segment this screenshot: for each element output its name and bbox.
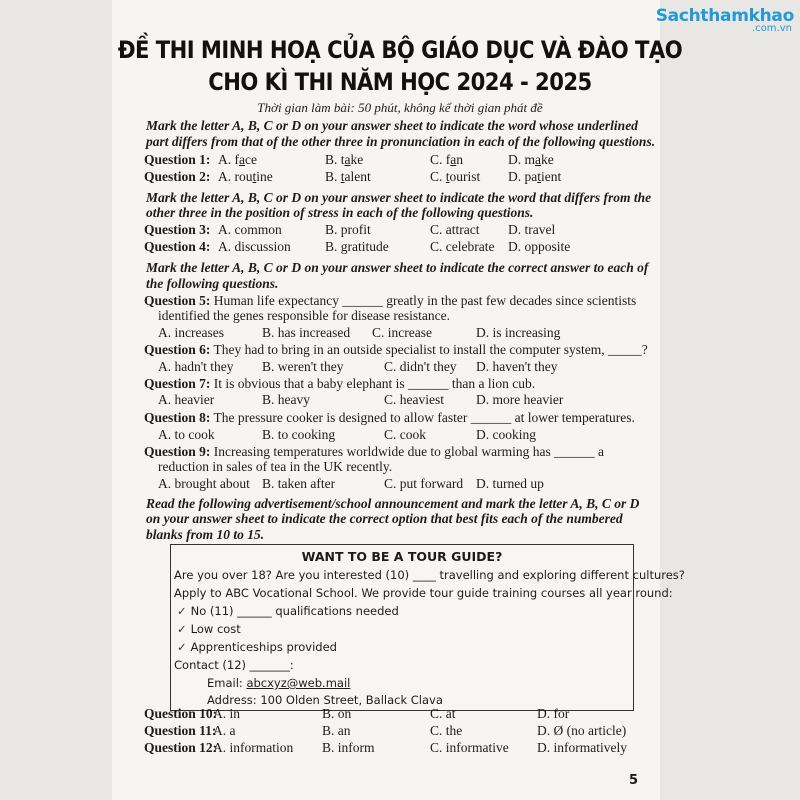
- q12-option-c[interactable]: C. informative: [430, 740, 509, 755]
- page-title-line1: ĐỀ THI MINH HOẠ CỦA BỘ GIÁO DỤC VÀ ĐÀO TẠO: [117, 36, 683, 64]
- page-number: 5: [628, 773, 638, 788]
- q2-option-c[interactable]: C. tourist: [430, 169, 481, 184]
- q10-option-b[interactable]: B. on: [322, 706, 352, 721]
- q2-label: Question 2:: [144, 169, 211, 184]
- q5-label: Question 5:: [144, 293, 211, 308]
- q4-option-a[interactable]: A. discussion: [218, 239, 291, 254]
- watermark-domain: .com.vn: [752, 23, 792, 34]
- q8-label: Question 8:: [144, 410, 211, 425]
- section1-instruction-line2: part differs from that of the other three in pronunciation in each of the following questions.: [146, 134, 656, 149]
- q3-option-a[interactable]: A. common: [218, 222, 282, 237]
- q10-option-a[interactable]: A. in: [213, 706, 240, 721]
- section4-instruction-line2: on your answer sheet to indicate the correct option that best fits each of the numbered: [146, 511, 623, 526]
- q4-option-c[interactable]: C. celebrate: [430, 239, 495, 254]
- q2-option-d[interactable]: D. patient: [508, 169, 562, 184]
- ad-bullet-2: ✓ Low cost: [177, 622, 241, 636]
- email-link[interactable]: abcxyz@web.mail: [246, 676, 351, 690]
- q5-option-b[interactable]: B. has increased: [262, 325, 351, 340]
- q5-option-a[interactable]: A. increases: [158, 325, 224, 340]
- q11-option-a[interactable]: A. a: [213, 723, 236, 738]
- q1-option-c[interactable]: C. fan: [430, 152, 463, 167]
- q12-option-b[interactable]: B. inform: [322, 740, 375, 755]
- ad-line2: Apply to ABC Vocational School. We provide tour guide training courses all year round:: [174, 586, 673, 600]
- q7-option-d[interactable]: D. more heavier: [476, 392, 564, 407]
- ad-title: WANT TO BE A TOUR GUIDE?: [301, 549, 503, 564]
- q12-label: Question 12:: [144, 740, 218, 755]
- ad-email: Email: abcxyz@web.mail: [207, 676, 351, 690]
- q3-option-c[interactable]: C. attract: [430, 222, 480, 237]
- q8-option-c[interactable]: C. cook: [384, 427, 426, 442]
- q8-stem: Question 8: The pressure cooker is designed to allow faster ______ at lower temperatures.: [144, 410, 635, 425]
- q4-option-b[interactable]: B. gratitude: [325, 239, 389, 254]
- check-icon: ✓: [177, 622, 187, 636]
- q9-option-d[interactable]: D. turned up: [476, 476, 544, 491]
- q6-option-a[interactable]: A. hadn't they: [158, 359, 234, 374]
- q12-option-d[interactable]: D. informatively: [537, 740, 627, 755]
- q8-option-d[interactable]: D. cooking: [476, 427, 536, 442]
- q8-option-a[interactable]: A. to cook: [158, 427, 215, 442]
- q6-label: Question 6:: [144, 342, 211, 357]
- q2-option-b[interactable]: B. talent: [325, 169, 371, 184]
- q9-label: Question 9:: [144, 444, 211, 459]
- q10-option-d[interactable]: D. for: [537, 706, 570, 721]
- section4-instruction-line1: Read the following advertisement/school announcement and mark the letter A, B, C or D: [146, 496, 640, 511]
- q9-stem: Question 9: Increasing temperatures worldwide due to global warming has ______ a: [144, 444, 605, 459]
- q9-option-c[interactable]: C. put forward: [384, 476, 464, 491]
- ad-bullet-3: ✓ Apprenticeships provided: [177, 640, 337, 654]
- q11-option-d[interactable]: D. Ø (no article): [537, 723, 627, 738]
- q1-option-a[interactable]: A. face: [218, 152, 257, 167]
- q3-option-d[interactable]: D. travel: [508, 222, 556, 237]
- q2-option-a[interactable]: A. routine: [218, 169, 273, 184]
- q5-stem: Question 5: Human life expectancy ______ greatly in the past few decades since scientists: [144, 293, 637, 308]
- q4-option-d[interactable]: D. opposite: [508, 239, 571, 254]
- q7-stem: Question 7: It is obvious that a baby elephant is ______ than a lion cub.: [144, 376, 536, 391]
- watermark-logo: [630, 0, 800, 34]
- ad-line1: Are you over 18? Are you interested (10) ____ travelling and exploring different cultures?: [174, 568, 685, 582]
- ad-address: Address: 100 Olden Street, Ballack Clava: [207, 693, 443, 707]
- section1-instruction-line1: Mark the letter A, B, C or D on your answer sheet to indicate the word whose underlined: [146, 118, 638, 133]
- time-note: Thời gian làm bài: 50 phút, không kể thời gian phát đề: [257, 100, 543, 115]
- check-icon: ✓: [177, 640, 187, 654]
- ad-contact: Contact (12) _______:: [174, 658, 294, 672]
- q6-option-c[interactable]: C. didn't they: [384, 359, 457, 374]
- q4-label: Question 4:: [144, 239, 211, 254]
- section2-instruction-line1: Mark the letter A, B, C or D on your answer sheet to indicate the word that differs from the: [146, 190, 652, 205]
- q3-option-b[interactable]: B. profit: [325, 222, 371, 237]
- q8-option-b[interactable]: B. to cooking: [262, 427, 336, 442]
- q9-option-a[interactable]: A. brought about: [158, 476, 250, 491]
- q1-label: Question 1:: [144, 152, 211, 167]
- q9-option-b[interactable]: B. taken after: [262, 476, 336, 491]
- q6-stem: Question 6: They had to bring in an outside specialist to install the computer system, _____?: [144, 342, 648, 357]
- q11-option-c[interactable]: C. the: [430, 723, 463, 738]
- q10-option-c[interactable]: C. at: [430, 706, 456, 721]
- advertisement-box: [170, 544, 685, 711]
- q11-option-b[interactable]: B. an: [322, 723, 351, 738]
- q5-option-d[interactable]: D. is increasing: [476, 325, 561, 340]
- q6-option-d[interactable]: D. haven't they: [476, 359, 558, 374]
- q6-option-b[interactable]: B. weren't they: [262, 359, 344, 374]
- q7-option-a[interactable]: A. heavier: [158, 392, 215, 407]
- q9-stem-line2: reduction in sales of tea in the UK recently.: [158, 459, 393, 474]
- section3-instruction-line1: Mark the letter A, B, C or D on your answer sheet to indicate the correct answer to each of: [146, 260, 649, 275]
- q1-option-d[interactable]: D. make: [508, 152, 554, 167]
- q3-label: Question 3:: [144, 222, 211, 237]
- q7-label: Question 7:: [144, 376, 211, 391]
- q7-option-b[interactable]: B. heavy: [262, 392, 310, 407]
- section2-instruction-line2: other three in the position of stress in each of the following questions.: [146, 205, 534, 220]
- q5-stem-line2: identified the genes responsible for disease resistance.: [158, 308, 451, 323]
- page-title-line2: CHO KÌ THI NĂM HỌC 2024 - 2025: [208, 68, 592, 96]
- q7-option-c[interactable]: C. heaviest: [384, 392, 444, 407]
- q10-label: Question 10:: [144, 706, 218, 721]
- section3-instruction-line2: the following questions.: [146, 276, 279, 291]
- ad-bullet-1: ✓ No (11) ______ qualifications needed: [177, 604, 399, 618]
- q11-label: Question 11:: [144, 723, 217, 738]
- section4-instruction-line3: blanks from 10 to 15.: [146, 527, 265, 542]
- q12-option-a[interactable]: A. information: [213, 740, 294, 755]
- q1-option-b[interactable]: B. take: [325, 152, 364, 167]
- check-icon: ✓: [177, 604, 187, 618]
- q5-option-c[interactable]: C. increase: [372, 325, 432, 340]
- watermark-brand: Sachthamkhao: [655, 6, 794, 26]
